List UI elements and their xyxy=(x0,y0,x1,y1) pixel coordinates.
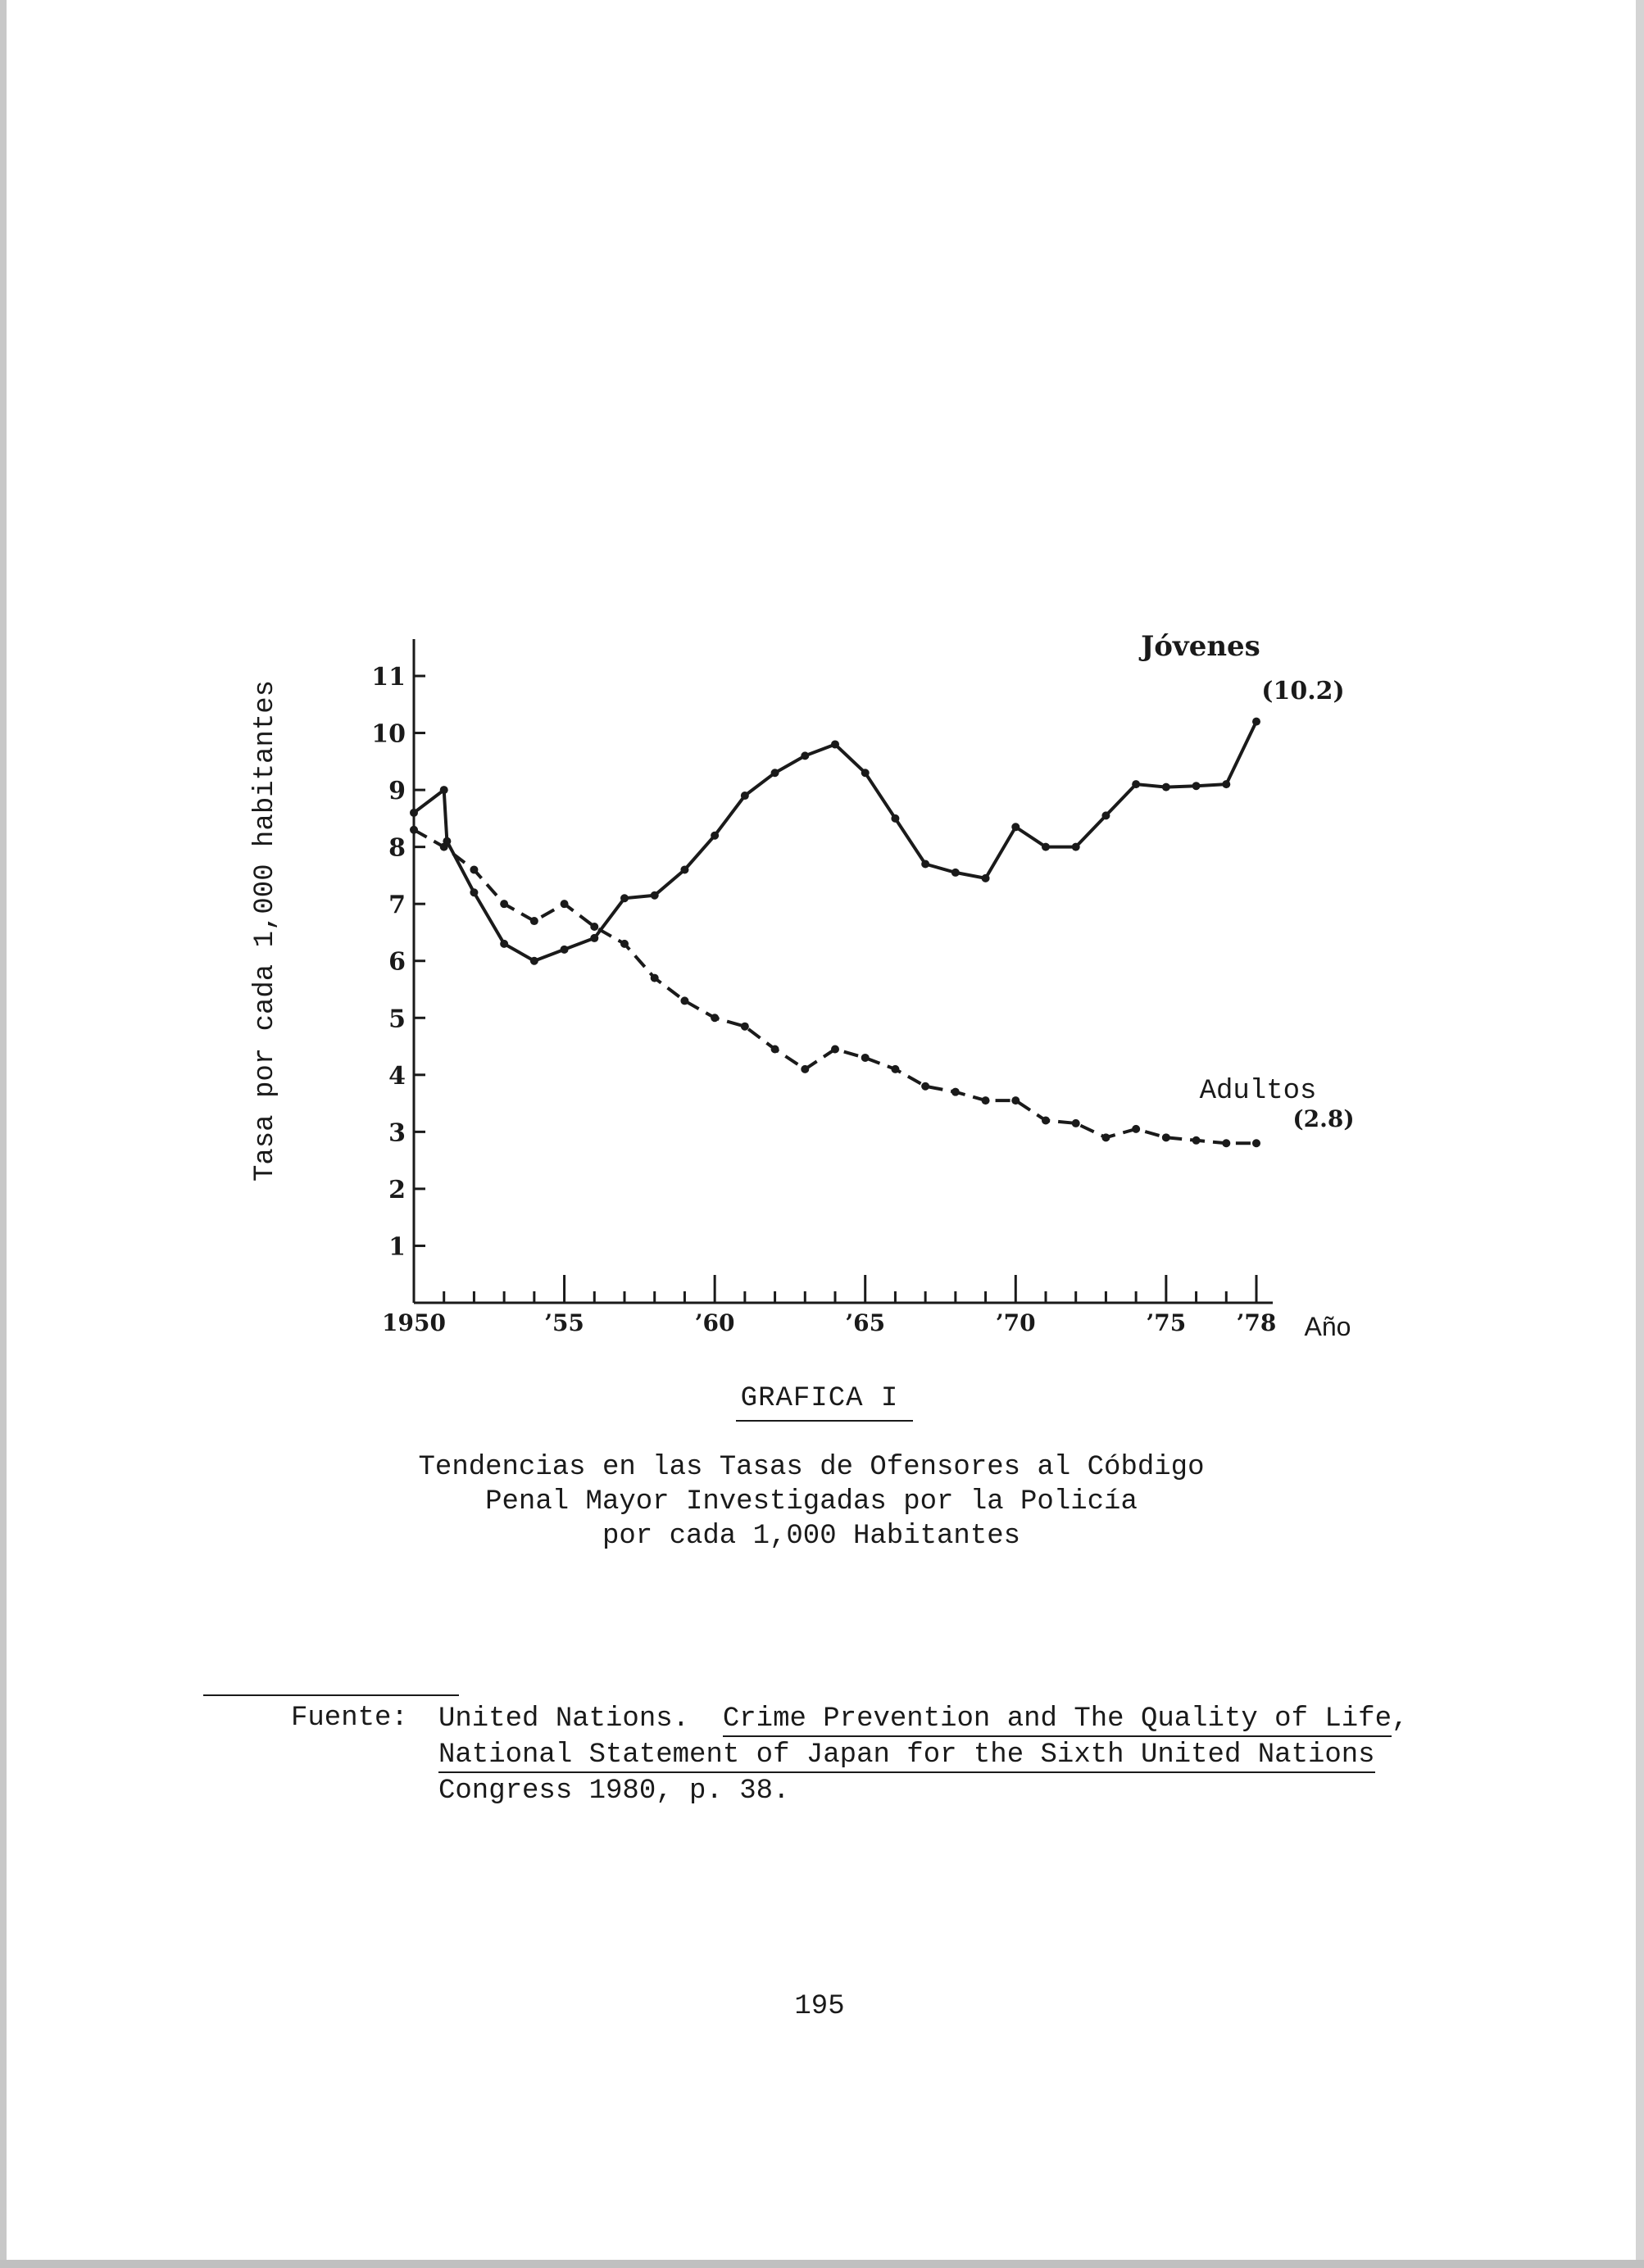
source-comma: , xyxy=(1392,1703,1409,1735)
data-point xyxy=(1011,823,1020,831)
data-point xyxy=(741,792,749,800)
x-axis-label: Año xyxy=(1304,1312,1351,1341)
data-point xyxy=(1011,1096,1020,1105)
end-value-label-adultos: (2.8) xyxy=(1292,1105,1355,1132)
x-tick-label: ’70 xyxy=(995,1309,1036,1336)
chart-labels xyxy=(250,630,1355,1341)
data-point xyxy=(1072,1119,1080,1127)
data-point xyxy=(680,865,688,873)
figure-title-underline xyxy=(736,1420,913,1422)
data-point xyxy=(741,1023,749,1031)
data-point xyxy=(500,900,508,908)
data-point xyxy=(1162,783,1170,792)
figure-caption-line-2: Penal Mayor Investigadas por la Policía xyxy=(485,1486,1138,1517)
figure-title: GRAFICA I xyxy=(740,1383,899,1414)
data-point xyxy=(651,974,659,982)
chart-axes xyxy=(414,639,1273,1303)
source-line-2 xyxy=(438,1737,1375,1773)
data-point xyxy=(590,923,598,931)
data-point xyxy=(891,814,899,823)
data-point xyxy=(1252,1139,1260,1147)
x-tick-label: 1950 xyxy=(382,1309,446,1336)
y-tick-label: 7 xyxy=(388,891,406,920)
source-label: Fuente: xyxy=(291,1703,408,1734)
data-point xyxy=(951,1088,960,1096)
data-point xyxy=(801,1065,809,1073)
source-line-3: Congress 1980, p. 38. xyxy=(438,1776,790,1807)
data-point xyxy=(1192,782,1201,790)
y-tick-label: 8 xyxy=(388,833,406,863)
data-point xyxy=(651,891,659,900)
data-point xyxy=(440,786,448,794)
source-statement: National Statement of Japan for the Sixth United Nations xyxy=(438,1740,1375,1773)
data-point xyxy=(620,940,629,948)
data-point xyxy=(711,832,719,840)
x-tick-label: ’75 xyxy=(1146,1309,1187,1336)
x-tick-label: ’55 xyxy=(544,1309,584,1336)
data-point xyxy=(1101,811,1110,819)
y-tick-label: 10 xyxy=(371,719,406,749)
data-point xyxy=(831,1046,839,1054)
data-point xyxy=(801,751,809,760)
data-point xyxy=(1222,780,1230,788)
data-point xyxy=(470,865,478,873)
page-number: 195 xyxy=(794,1991,845,2022)
x-tick-label: ’60 xyxy=(694,1309,735,1336)
series-label-adultos: Adultos xyxy=(1199,1076,1317,1107)
y-tick-label: 9 xyxy=(388,777,406,806)
y-tick-label: 6 xyxy=(388,947,406,977)
data-point xyxy=(891,1065,899,1073)
data-point xyxy=(590,934,598,942)
data-point xyxy=(982,1096,990,1105)
data-point xyxy=(561,900,569,908)
scan-edge-bottom xyxy=(0,2260,1644,2268)
data-point xyxy=(1072,843,1080,851)
data-point xyxy=(921,860,929,869)
source-title: Crime Prevention and The Quality of Life xyxy=(723,1703,1392,1737)
data-point xyxy=(1192,1136,1201,1145)
source-author: United Nations. xyxy=(438,1703,723,1735)
data-point xyxy=(561,946,569,954)
data-point xyxy=(1042,1116,1050,1124)
data-point xyxy=(620,894,629,902)
data-point xyxy=(530,917,538,925)
chart-series-layer xyxy=(410,718,1260,1148)
series-label-jovenes: Jóvenes xyxy=(1141,630,1260,663)
data-point xyxy=(1042,843,1050,851)
data-point xyxy=(470,888,478,896)
y-tick-label: 3 xyxy=(388,1118,406,1148)
footnote-rule xyxy=(203,1694,459,1696)
data-point xyxy=(410,826,418,834)
data-point xyxy=(921,1082,929,1091)
data-point xyxy=(1132,1125,1140,1133)
y-tick-label: 11 xyxy=(371,663,406,692)
data-point xyxy=(771,1046,779,1054)
x-tick-label: ’65 xyxy=(845,1309,886,1336)
y-tick-label: 4 xyxy=(388,1061,406,1091)
data-point xyxy=(861,769,870,777)
x-tick-label: ’78 xyxy=(1236,1309,1277,1336)
data-point xyxy=(861,1054,870,1062)
data-point xyxy=(500,940,508,948)
y-tick-label: 5 xyxy=(388,1005,406,1034)
data-point xyxy=(680,996,688,1005)
data-point xyxy=(982,874,990,882)
series-line-adultos xyxy=(414,830,1256,1144)
data-point xyxy=(831,740,839,748)
data-point xyxy=(1132,780,1140,788)
data-point xyxy=(711,1014,719,1022)
figure-caption-line-1: Tendencias en las Tasas de Ofensores al Cóbdigo xyxy=(418,1452,1205,1483)
data-point xyxy=(951,869,960,877)
data-point xyxy=(1222,1139,1230,1147)
y-axis-label: Tasa por cada 1,000 habitantes xyxy=(250,679,281,1182)
figure-caption-line-3: por cada 1,000 Habitantes xyxy=(602,1521,1021,1552)
data-point xyxy=(530,957,538,965)
source-line-1 xyxy=(438,1701,1408,1737)
data-point xyxy=(771,769,779,777)
series-line-jovenes xyxy=(414,722,1256,961)
data-point xyxy=(1252,718,1260,726)
data-point xyxy=(410,809,418,817)
data-point xyxy=(1162,1133,1170,1141)
end-value-label-jovenes: (10.2) xyxy=(1261,677,1345,705)
y-tick-label: 1 xyxy=(388,1232,406,1262)
data-point xyxy=(1101,1133,1110,1141)
data-point xyxy=(440,843,448,851)
y-tick-label: 2 xyxy=(388,1175,406,1204)
